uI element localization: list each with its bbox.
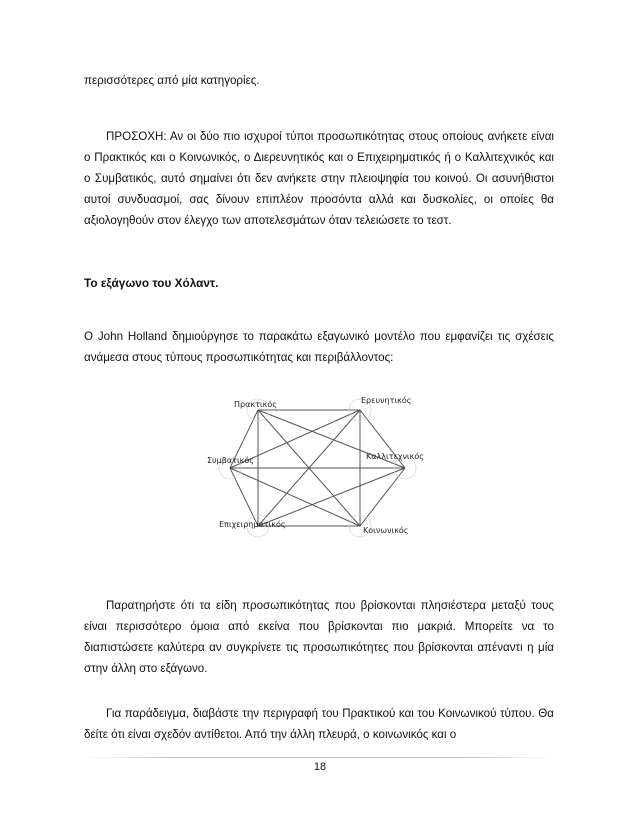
paragraph-observe: Παρατηρήστε ότι τα είδη προσωπικότητας που βρίσκονται πλησιέστερα μεταξύ τους είναι περισσότερο όμοια από εκείνα που βρίσκονται πιο μακριά. Μπορείτε να το διαπιστώσετε καλύτερα αν συγκρίνετε τις προσωπικότητες που βρίσκονται απέναντι η μία στην άλλη στο εξάγωνο.	[84, 599, 554, 675]
diagonal-line	[230, 468, 360, 526]
label-koinonikos: Κοινωνικός	[363, 526, 409, 535]
label-praktikos: Πρακτικός	[234, 400, 277, 409]
holland-hexagon-diagram	[200, 390, 440, 550]
label-ereunitikos: Ερευνητικός	[361, 396, 412, 405]
label-symvatikos: Συμβατικός	[207, 456, 254, 465]
footer-divider	[84, 757, 554, 758]
paragraph-example: Για παράδειγμα, διαβάστε την περιγραφή του Πρακτικού και του Κοινωνικού τύπου. Θα δείτε ότι είναι σχεδόν αντίθετοι. Από την άλλη πλευρά, ο κοινωνικός και ο	[84, 707, 554, 741]
paragraph-warning: ΠΡΟΣΟΧΗ: Αν οι δύο πιο ισχυροί τύποι προσωπικότητας στους οποίους ανήκετε είναι ο Πρακτικός και ο Κοινωνικός, ο Διερευνητικός και ο Επιχειρηματικός ή ο Καλλιτεχνικός και ο Συμβατικός, αυτό σημαίνει ότι δεν ανήκετε στην πλειοψηφία του κοινού. Οι ασυνήθιστοι αυτοί συνδυασμοί, σας δίνουν επιπλέον προσόντα αλλά και δυσκολίες, οι οποίες θα αξιολογηθούν στον έλεγχο των αποτελεσμάτων όταν τελειώσετε το τεστ.	[84, 130, 554, 227]
hexagon-lines	[230, 410, 405, 526]
label-kallitexnikos: Καλλιτεχνικός	[366, 452, 424, 461]
page-number: 18	[313, 761, 327, 773]
paragraph-intro-end: περισσότερες από μία κατηγορίες.	[84, 74, 260, 87]
paragraph-holland: Ο John Holland δημιούργησε το παρακάτω εξαγωνικό μοντέλο που εμφανίζει τις σχέσεις ανάμεσα στους τύπους προσωπικότητας και περιβάλλοντος:	[84, 330, 554, 364]
section-heading: Το εξάγωνο του Χόλαντ.	[84, 276, 219, 290]
label-epixeirimatikos: Επιχειρηματικός	[219, 520, 286, 529]
